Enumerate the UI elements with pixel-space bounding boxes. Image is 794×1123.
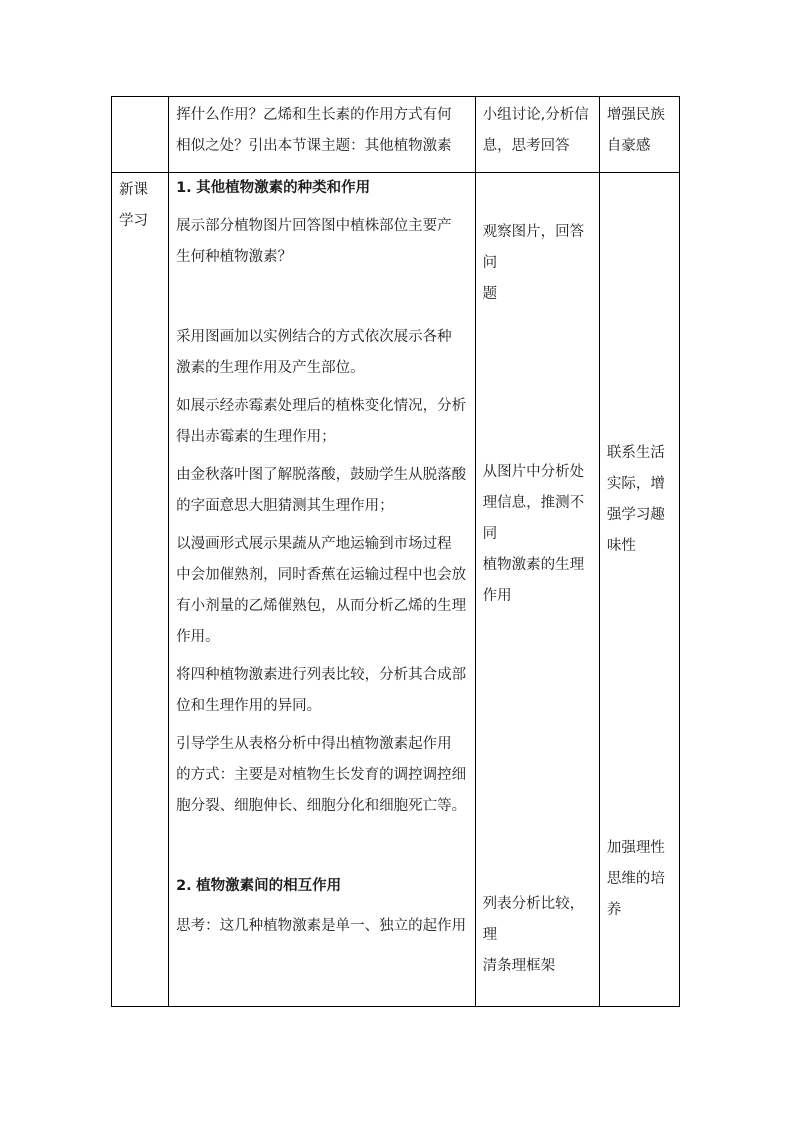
text-line: 理信息，推测不同: [482, 495, 585, 542]
text-line: 位和生理作用的异同。: [176, 698, 322, 714]
text-line: 的字面意思大胆猜测其生理作用；: [176, 498, 394, 514]
text-line: 联系生活: [606, 445, 665, 461]
text-line: 加强理性: [606, 840, 665, 856]
text-line: 相似之处？引出本节课主题：其他植物激素: [176, 138, 452, 154]
paragraph: [176, 322, 469, 384]
section-heading: [176, 173, 469, 204]
design-intent-cell: [599, 97, 679, 173]
section-number: 1.: [176, 180, 192, 196]
text-line: 挥什么作用？乙烯和生长素的作用方式有何: [176, 107, 452, 123]
content-cell: [169, 97, 476, 173]
section-heading: [176, 871, 469, 902]
lesson-plan-table: [111, 96, 680, 1007]
text-line: 将四种植物激素进行列表比较，分析其合成部: [176, 667, 467, 683]
text-line: 思维的培: [606, 871, 665, 887]
text-line: 思考：这几种植物激素是单一、独立的起作用: [176, 918, 467, 934]
text-line: 从图片中分析处: [482, 464, 585, 480]
student-activity: [483, 457, 593, 612]
text-line: 得出赤霉素的生理作用；: [176, 429, 336, 445]
section-title: 植物激素间的相互作用: [196, 878, 342, 894]
paragraph: [176, 660, 469, 722]
paragraph: [176, 529, 469, 653]
text-line: 有小剂量的乙烯催熟包，从而分析乙烯的生理: [176, 598, 467, 614]
text-line: 引导学生从表格分析中得出植物激素起作用: [176, 736, 452, 752]
stage-cell: [112, 173, 169, 1007]
design-intent: [607, 833, 673, 926]
design-intent: [607, 438, 673, 562]
text-line: 强学习趣: [606, 507, 665, 523]
text-line: 清条理框架: [482, 958, 556, 974]
text-line: 味性: [606, 538, 636, 554]
text-line: 自豪感: [606, 138, 651, 154]
text-line: 中会加催熟剂，同时香蕉在运输过程中也会放: [176, 567, 467, 583]
text-line: 养: [606, 902, 622, 918]
text-line: 息，思考回答: [482, 138, 570, 154]
design-intent-cell: [599, 173, 679, 1007]
paragraph: [176, 460, 469, 522]
student-activity-cell: [475, 173, 599, 1007]
text-line: 增强民族: [606, 107, 665, 123]
text-line: 观察图片，回答问: [482, 224, 585, 271]
section-number: 2.: [176, 878, 192, 894]
text-line: 胞分裂、细胞伸长、细胞分化和细胞死亡等。: [176, 798, 467, 814]
text-line: 由金秋落叶图了解脱落酸，鼓励学生从脱落酸: [176, 467, 467, 483]
text-line: 作用。: [176, 629, 220, 645]
stage-label: 新课: [119, 182, 148, 198]
student-activity-cell: [475, 97, 599, 173]
text-line: 展示部分植物图片回答图中植株部位主要产: [176, 218, 452, 234]
text-line: 激素的生理作用及产生部位。: [176, 360, 365, 376]
paragraph: [176, 729, 469, 822]
table-row: [112, 97, 680, 173]
stage-cell: [112, 97, 169, 173]
text-line: 小组讨论,分析信: [482, 107, 589, 123]
text-line: 采用图画加以实例结合的方式依次展示各种: [176, 329, 452, 345]
text-line: 作用: [482, 588, 512, 604]
paragraph: [176, 911, 469, 942]
text-line: 的方式：主要是对植物生长发育的调控调控细: [176, 767, 467, 783]
paragraph: [176, 391, 469, 453]
text-line: 题: [482, 286, 498, 302]
student-activity: [483, 889, 593, 982]
student-activity: [483, 217, 593, 310]
table-row: [112, 173, 680, 1007]
paragraph: [176, 211, 469, 273]
section-title: 其他植物激素的种类和作用: [196, 180, 371, 196]
text-line: 生何种植物激素？: [176, 249, 293, 265]
text-line: 列表分析比较，理: [482, 896, 585, 943]
text-line: 以漫画形式展示果蔬从产地运输到市场过程: [176, 536, 452, 552]
stage-label: 学习: [119, 213, 148, 229]
content-cell: [169, 173, 476, 1007]
text-line: 植物激素的生理: [482, 557, 585, 573]
text-line: 实际，增: [606, 476, 665, 492]
text-line: 如展示经赤霉素处理后的植株变化情况，分析: [176, 398, 467, 414]
